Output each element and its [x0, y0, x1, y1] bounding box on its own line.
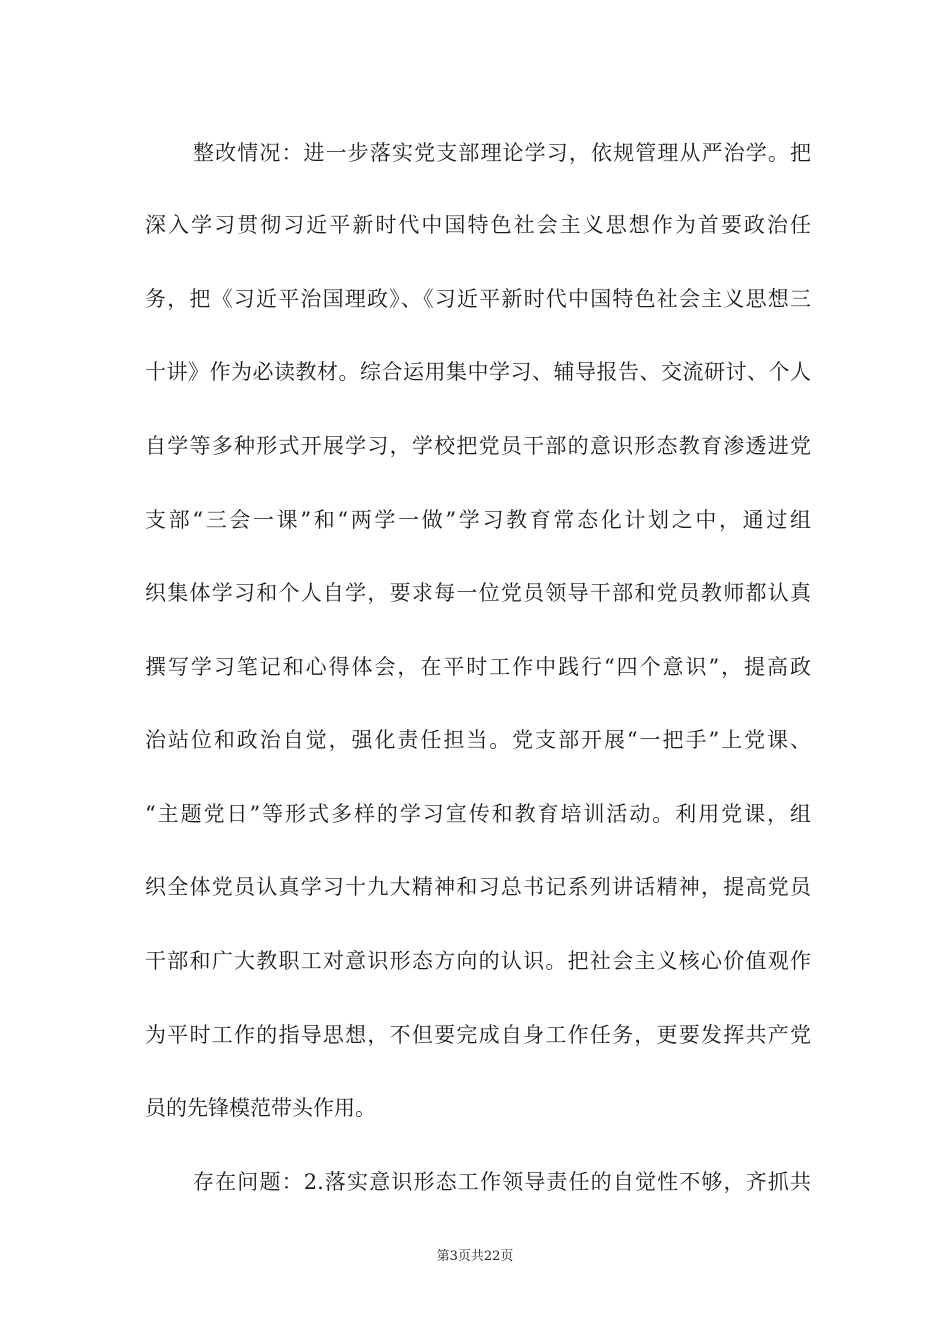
paragraph-line: 为平时工作的指导思想，不但要完成自身工作任务，更要发挥共产党 — [145, 1023, 811, 1047]
paragraph-line: 深入学习贯彻习近平新时代中国特色社会主义思想作为首要政治任 — [145, 213, 811, 237]
page-number-footer: 第3页共22页 — [436, 1249, 514, 1264]
paragraph-line: 织全体党员认真学习十九大精神和习总书记系列讲话精神，提高党员 — [145, 875, 811, 899]
paragraph-line: 织集体学习和个人自学，要求每一位党员领导干部和党员教师都认真 — [145, 581, 811, 605]
paragraph-line: 干部和广大教职工对意识形态方向的认识。把社会主义核心价值观作 — [145, 949, 811, 973]
paragraph-line: 治站位和政治自觉，强化责任担当。党支部开展“一把手”上党课、 — [145, 728, 811, 752]
paragraph-line: 务，把《习近平治国理政》、《习近平新时代中国特色社会主义思想三 — [145, 287, 811, 311]
paragraph-line: 撰写学习笔记和心得体会，在平时工作中践行“四个意识”，提高政 — [145, 655, 811, 679]
paragraph-line: 自学等多种形式开展学习，学校把党员干部的意识形态教育渗透进党 — [145, 434, 811, 458]
paragraph-line: 十讲》作为必读教材。综合运用集中学习、辅导报告、交流研讨、个人 — [145, 360, 811, 384]
paragraph-line: 存在问题：2.落实意识形态工作领导责任的自觉性不够，齐抓共 — [193, 1170, 811, 1194]
paragraph-line: 员的先锋模范带头作用。 — [145, 1096, 376, 1120]
paragraph-line: 支部“三会一课”和“两学一做”学习教育常态化计划之中，通过组 — [145, 508, 811, 532]
paragraph-line: “主题党日”等形式多样的学习宣传和教育培训活动。利用党课，组 — [145, 802, 811, 826]
paragraph-line: 整改情况：进一步落实党支部理论学习，依规管理从严治学。把 — [193, 141, 811, 165]
